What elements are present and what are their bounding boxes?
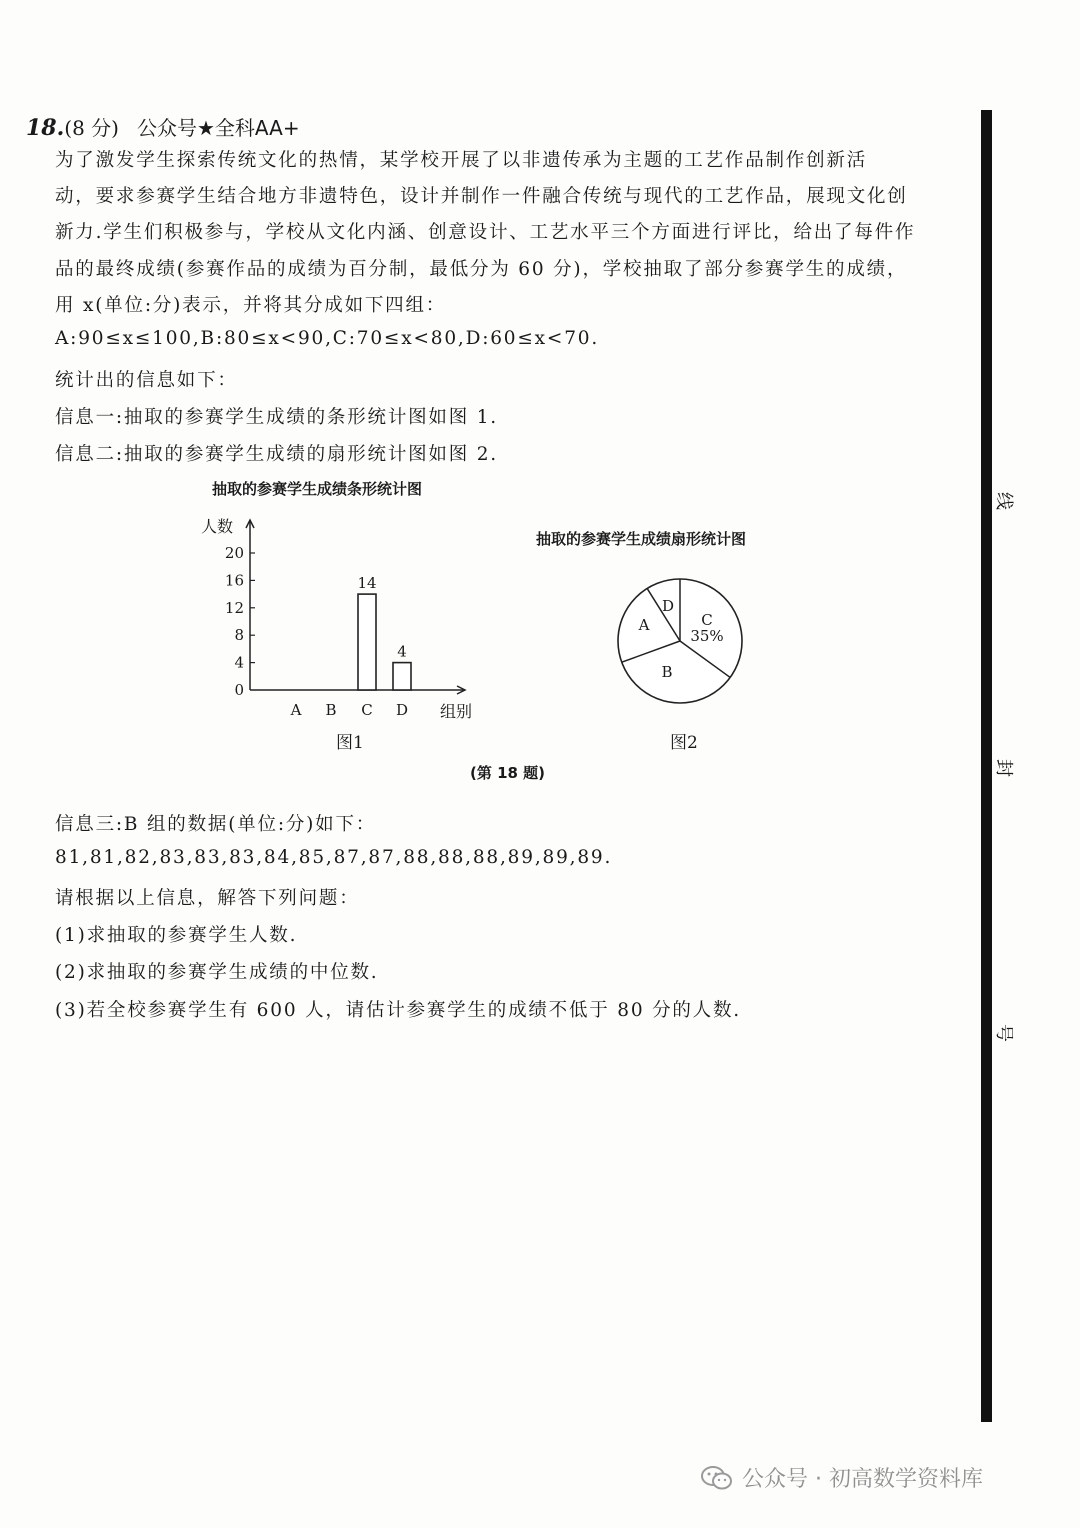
figure-2-caption: 图2 xyxy=(670,733,698,753)
question-header xyxy=(26,112,300,141)
questions-intro: 请根据以上信息，解答下列问题： xyxy=(55,888,360,909)
y-tick-label: 8 xyxy=(234,626,244,645)
pie-slice-label: A xyxy=(638,616,650,634)
bar-chart xyxy=(190,505,490,725)
pie-slice-label: D xyxy=(661,597,675,615)
pie-chart-title: 抽取的参赛学生成绩扇形统计图 xyxy=(536,530,747,548)
info-one: 信息一:抽取的参赛学生成绩的条形统计图如图 1. xyxy=(55,407,498,428)
paragraph-line: 统计出的信息如下： xyxy=(55,370,238,391)
question-1: (1)求抽取的参赛学生人数. xyxy=(55,925,298,946)
question-3: (3)若全校参赛学生有 600 人，请估计参赛学生的成绩不低于 80 分的人数. xyxy=(55,1000,741,1021)
bar-data-label: 14 xyxy=(357,574,377,593)
paragraph-line: 为了激发学生探索传统文化的热情，某学校开展了以非遗传承为主题的工艺作品制作创新活 xyxy=(55,150,868,171)
pie-slice-label: C xyxy=(701,611,713,629)
y-tick-label: 16 xyxy=(224,571,244,590)
question-2: (2)求抽取的参赛学生成绩的中位数. xyxy=(55,962,379,983)
paragraph-line: 用 x(单位:分)表示，并将其分成如下四组： xyxy=(55,295,447,316)
pie-slice-label: B xyxy=(661,663,673,681)
binding-bar xyxy=(981,110,992,1422)
group-definitions: A:90≤x≤100,B:80≤x<90,C:70≤x<80,D:60≤x<70. xyxy=(55,328,600,349)
margin-mark-line: 线 xyxy=(993,492,1014,510)
y-tick-label: 12 xyxy=(224,598,244,617)
x-tick-label: D xyxy=(395,701,409,719)
paragraph-line: 动，要求参赛学生结合地方非遗特色，设计并制作一件融合传统与现代的工艺作品，展现文化创 xyxy=(55,186,908,207)
info-three-heading: 信息三:B 组的数据(单位:分)如下： xyxy=(55,814,377,835)
footer-text: 公众号 · 初高数学资料库 xyxy=(742,1467,983,1492)
bar xyxy=(393,663,411,690)
y-tick-label: 0 xyxy=(234,681,244,699)
x-axis-label: 组别 xyxy=(440,702,473,721)
x-tick-label: A xyxy=(290,701,302,719)
bar xyxy=(358,594,376,690)
paragraph-line: 新力.学生们积极参与，学校从文化内涵、创意设计、工艺水平三个方面进行评比，给出了每件作 xyxy=(55,222,916,243)
y-tick-label: 4 xyxy=(234,653,244,672)
question-source: 公众号★全科AA+ xyxy=(136,116,300,140)
pie-chart xyxy=(597,565,757,725)
footer-watermark xyxy=(700,1462,983,1493)
wechat-icon xyxy=(700,1464,734,1492)
x-tick-label: B xyxy=(325,701,337,719)
question-points: (8 分) xyxy=(64,116,119,140)
bar-data-label: 4 xyxy=(397,642,407,661)
pie-slice-percent: 35% xyxy=(690,627,724,645)
info-two: 信息二:抽取的参赛学生成绩的扇形统计图如图 2. xyxy=(55,444,498,465)
paragraph-line: 品的最终成绩(参赛作品的成绩为百分制，最低分为 60 分)，学校抽取了部分参赛学生的成绩， xyxy=(55,259,908,280)
margin-mark-number: 号 xyxy=(993,1024,1014,1042)
figure-caption: (第 18 题) xyxy=(470,764,546,782)
figure-1-caption: 图1 xyxy=(336,733,364,753)
question-number: 18. xyxy=(26,115,65,141)
y-axis-label: 人数 xyxy=(201,517,234,536)
y-tick-label: 20 xyxy=(224,544,244,562)
x-tick-label: C xyxy=(361,701,373,719)
b-group-data: 81,81,82,83,83,83,84,85,87,87,88,88,88,89,89,89. xyxy=(55,847,613,868)
margin-mark-seal: 封 xyxy=(993,759,1014,777)
bar-chart-title: 抽取的参赛学生成绩条形统计图 xyxy=(212,480,423,498)
